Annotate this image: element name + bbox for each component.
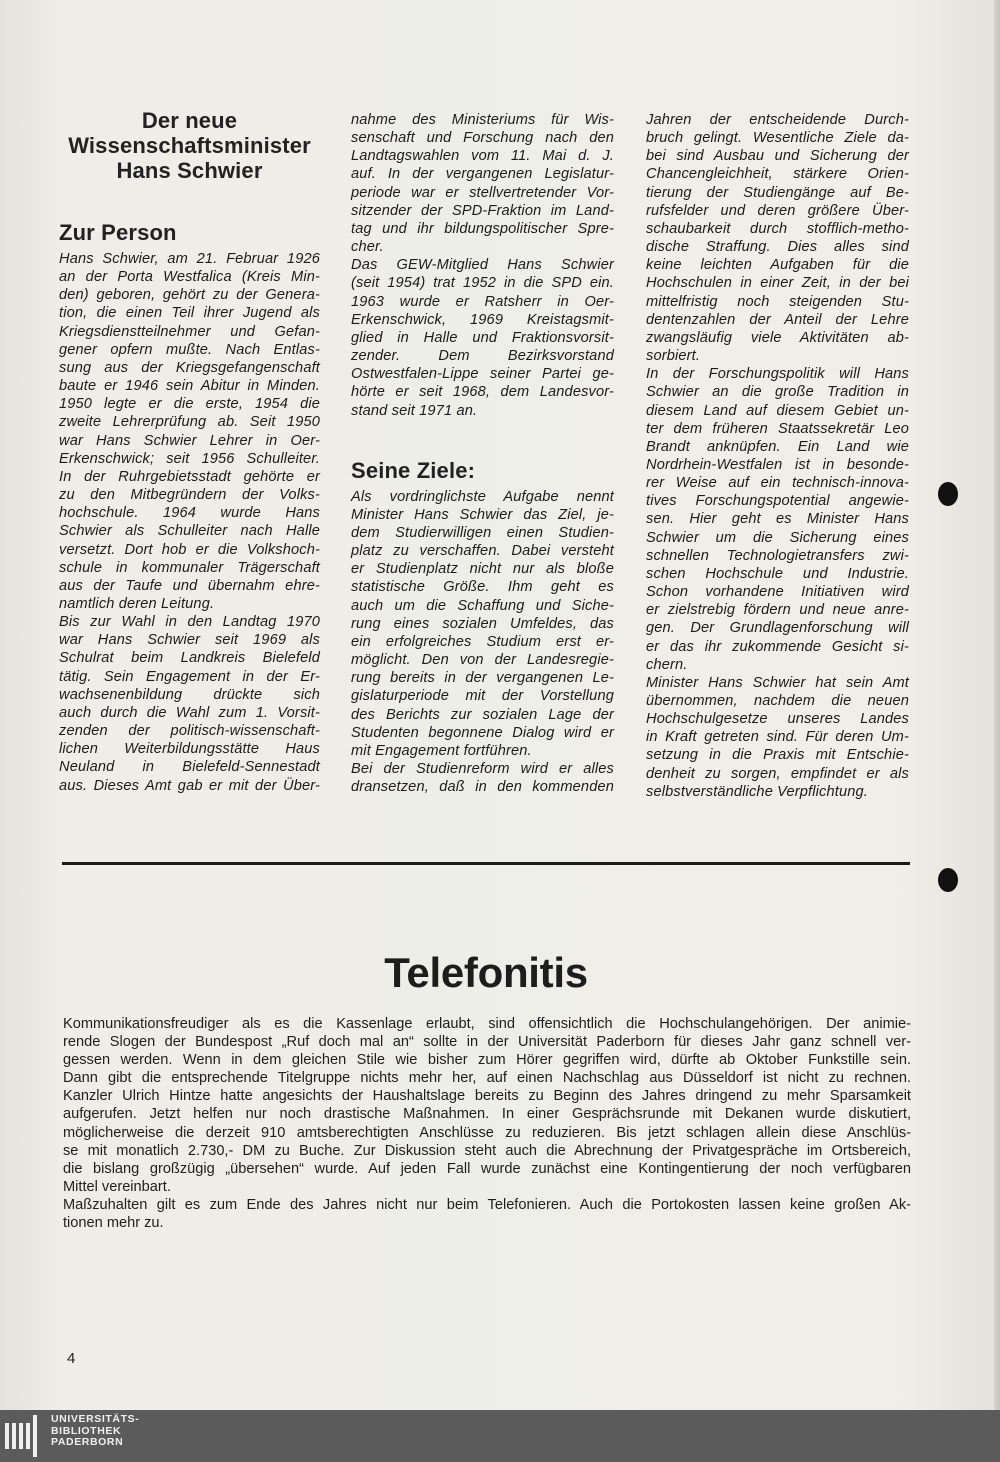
- text-line: selbstverständliche Verpflichtung.: [646, 783, 868, 800]
- text-line: Schwier an die große Tradition in: [646, 384, 909, 401]
- text-line: Erkenschwick; seit 1956 Schulleiter.: [59, 450, 320, 467]
- text-line: er zielstrebig fördern und neue anre-: [646, 602, 909, 619]
- text-line: gen. Der Grundlagenforschung will: [646, 620, 909, 637]
- text-line: sen. Hier geht es Minister Hans: [646, 511, 909, 528]
- punch-hole: [938, 868, 958, 892]
- text-line: dentenzahlen der Anteil der Lehre: [646, 311, 909, 328]
- library-name-line: BIBLIOTHEK: [51, 1424, 122, 1437]
- library-name-line: PADERBORN: [51, 1436, 124, 1448]
- text-line: hörte er seit 1968, dem Landesvor-: [351, 384, 614, 401]
- text-line: versetzt. Dort hob er die Volkshoch-: [59, 541, 320, 558]
- text-line: zweite Lehrerprüfung ab. Seit 1950: [59, 414, 320, 431]
- telefonitis-body: [63, 1015, 911, 1232]
- article-title-line: Hans Schwier: [116, 158, 263, 183]
- text-line: Schon vorhandene Initiativen wird: [646, 584, 909, 601]
- text-line: 1963 wurde er Ratsherr in Oer-: [351, 293, 614, 310]
- text-line: Minister Hans Schwier hat sein Amt: [646, 674, 909, 691]
- punch-hole: [938, 482, 958, 506]
- text-line: schaubarkeit durch stofflich-metho-: [646, 220, 909, 237]
- library-logo-icon: [5, 1415, 43, 1457]
- text-line: dem Studierwilligen einen Studien-: [351, 524, 614, 541]
- column-3: [646, 111, 909, 801]
- text-line: übernommen, nachdem die neuen: [646, 693, 909, 709]
- text-line: rung eines sozialen Umfeldes, das: [351, 615, 614, 632]
- text-line: diesem Land auf diesem Gebiet un-: [646, 402, 909, 419]
- text-line: sung aus der Kriegsgefangenschaft: [59, 359, 320, 376]
- text-line: tag und ihr bildungspolitischer Spre-: [351, 220, 614, 237]
- text-line: periode war er stellvertretender Vor-: [351, 184, 614, 201]
- text-line: Bis zur Wahl in den Landtag 1970: [59, 614, 320, 631]
- text-line: Hochschulgesetze unseres Landes: [646, 711, 909, 728]
- text-line: chern.: [646, 656, 688, 673]
- text-line: Kommunikationsfreudiger als es die Kassenlage erlaubt, sind offensichtlich die Hochschulangehörigen. Der animie-: [63, 1016, 911, 1032]
- column-2: [351, 111, 614, 796]
- text-line: stand seit 1971 an.: [351, 402, 478, 419]
- person-text: [59, 250, 320, 795]
- text-line: zu den Mitbegründern der Volks-: [59, 487, 320, 504]
- text-line: möglicherweise die derzeit 910 amtsberechtigten Anschlüsse zu reduzieren. Bis jetzt schlagen allein diese Anschlüs-: [63, 1124, 911, 1141]
- article-title-line: Wissenschaftsminister: [68, 133, 311, 158]
- text-line: rer Weise auf ein technisch-innova-: [646, 475, 909, 492]
- text-line: bruch gelingt. Wesentliche Ziele da-: [646, 130, 909, 147]
- text-line: möglicht. Den von der Landesregie-: [351, 652, 614, 669]
- text-line: Dann gibt die entsprechende Titelgruppe nichts mehr her, auf einen Nachschlag aus Düsseldorf ist nicht zu rechnen.: [63, 1070, 911, 1087]
- article-title-line: Der neue: [141, 108, 238, 133]
- text-line: 1950 legte er die erste, 1954 die: [59, 396, 320, 413]
- section-heading-goals: Seine Ziele:: [351, 457, 476, 483]
- text-line: Schwier um die Sicherung eines: [646, 529, 909, 546]
- text-line: auf. In der vergangenen Legislatur-: [351, 166, 614, 183]
- article-title: [59, 108, 320, 183]
- text-line: Schwier als Schulleiter nach Halle: [59, 523, 320, 540]
- text-line: Kanzler Ulrich Hintze hatte angesichts der Haushaltslage bereits zu Beginn des Jahres dringend zu mehr Sparsamkeit: [63, 1088, 911, 1105]
- text-line: namtlich deren Leitung.: [59, 595, 215, 612]
- text-line: zender. Dem Bezirksvorstand: [351, 348, 614, 365]
- text-line: ein erfolgreiches Studium erst er-: [351, 633, 614, 650]
- column-1: [59, 108, 320, 795]
- text-line: auch um die Schaffung und Siche-: [351, 597, 614, 614]
- text-line: rufsfelder und deren größere Über-: [646, 202, 909, 219]
- text-line: gessen werden. Wenn in dem gleichen Stile wie bisher zum Hörer gegriffen wird, dürfte ab Oktober Funkstille sein.: [63, 1052, 911, 1069]
- text-line: die bislang großzügig „übersehen“ wurde. Auf jeden Fall wurde zunächst eine Kontingentierung der noch verfügbaren: [63, 1160, 911, 1177]
- text-line: rung bereits in der vergangenen Le-: [351, 670, 614, 687]
- library-footer: [0, 1410, 1000, 1462]
- text-line: keine leichten Aufgaben für die: [646, 257, 909, 274]
- text-line: schen Hochschule und Industrie.: [646, 565, 909, 582]
- person-text-continued: [351, 111, 614, 420]
- text-line: war Hans Schwier Lehrer in Oer-: [59, 432, 320, 449]
- text-line: bei sind Ausbau und Sicherung der: [646, 148, 909, 165]
- text-line: ter dem früheren Staatssekretär Leo: [646, 420, 909, 437]
- text-line: gener opfern mußte. Nach Entlas-: [59, 341, 320, 358]
- page-number: 4: [67, 1350, 76, 1367]
- text-line: Bei der Studienreform wird er alles: [351, 761, 614, 777]
- text-line: denheit zu sorgen, empfindet er als: [646, 765, 909, 782]
- text-line: tion, die einen Teil ihrer Jugend als: [59, 305, 320, 322]
- text-line: (seit 1954) trat 1952 in die SPD ein.: [351, 275, 614, 292]
- text-line: Studenten begonnene Dialog wird er: [351, 724, 614, 741]
- text-line: in Kraft getreten sind. Für deren Um-: [646, 729, 909, 746]
- text-line: er das ihr zukommende Gesicht si-: [646, 638, 909, 655]
- text-line: des Berichts zur sozialen Lage der: [351, 706, 614, 723]
- text-line: zenden der politisch-wissenschaft-: [59, 723, 320, 740]
- text-line: zwangsläufig viele Aktivitäten ab-: [646, 329, 909, 346]
- text-line: dransetzen, daß in den kommenden: [351, 779, 614, 796]
- text-line: tionen mehr zu.: [63, 1215, 164, 1232]
- text-line: Als vordringlichste Aufgabe nennt: [351, 488, 614, 505]
- text-line: aufgerufen. Jetzt helfen nur noch drastische Maßnahmen. In einer Gesprächsrunde mit Dekanen wurde diskutiert,: [63, 1106, 911, 1123]
- text-line: gislaturperiode mit der Vorstellung: [351, 688, 614, 705]
- section-heading-person: Zur Person: [59, 220, 177, 245]
- text-line: Neuland in Bielefeld-Sennestadt: [59, 759, 320, 776]
- text-line: auch durch die Wahl zum 1. Vorsit-: [59, 704, 320, 721]
- text-line: sorbiert.: [646, 348, 701, 365]
- text-line: den) geboren, gehört zu der Genera-: [59, 287, 320, 304]
- text-line: glied in Halle und Fraktionsvorsit-: [351, 329, 614, 346]
- text-line: rende Slogen der Bundespost „Ruf doch mal an“ sollte in der Universität Paderborn für dieses Jahr ganz schnell ver-: [63, 1034, 911, 1051]
- library-name: [51, 1414, 139, 1449]
- text-line: tätig. Sein Engagement in der Er-: [59, 668, 320, 685]
- text-line: schule in kommunaler Trägerschaft: [59, 559, 320, 576]
- text-line: cher.: [351, 239, 384, 256]
- text-line: Chancengleichheit, stärkere Orien-: [646, 166, 909, 183]
- text-line: sitzender der SPD-Fraktion im Land-: [351, 202, 614, 219]
- text-line: senschaft und Forschung nach den: [351, 130, 614, 147]
- telefonitis-title: Telefonitis: [384, 949, 588, 996]
- goals-text-continued: [646, 111, 909, 801]
- text-line: Erkenschwick, 1969 Kreistagsmit-: [351, 311, 614, 328]
- text-line: Maßzuhalten gilt es zum Ende des Jahres nicht nur beim Telefonieren. Auch die Portokosten lassen keine großen Ak-: [63, 1196, 911, 1213]
- text-line: Kriegsdienstteilnehmer und Gefan-: [59, 323, 320, 340]
- text-line: an der Porta Westfalica (Kreis Min-: [59, 269, 320, 286]
- goals-text: [351, 488, 614, 797]
- text-line: Brandt anknüpfen. Ein Land wie: [646, 438, 909, 455]
- text-line: Schulrat beim Landkreis Bielefeld: [59, 650, 320, 667]
- text-line: se mit monatlich 2.730,- DM zu Buche. Zur Diskussion steht auch die Abrechnung der Privatgespräche im Ortsbereich,: [63, 1142, 911, 1159]
- text-line: In der Forschungspolitik will Hans: [646, 366, 909, 383]
- text-line: Landtagswahlen vom 11. Mai d. J.: [351, 148, 614, 165]
- text-line: statistische Größe. Ihm geht es: [351, 579, 614, 596]
- text-line: tives Forschungspotential angewie-: [646, 493, 909, 510]
- text-line: Hans Schwier, am 21. Februar 1926: [59, 251, 320, 267]
- text-line: Jahren der entscheidende Durch-: [646, 112, 909, 128]
- text-line: Nordrhein-Westfalen ist in besonde-: [646, 456, 909, 473]
- text-line: setzung in die Praxis mit Entschie-: [646, 747, 909, 764]
- text-line: tierung der Studiengänge auf Be-: [646, 184, 909, 201]
- text-line: mittelfristig noch steigenden Stu-: [646, 293, 909, 310]
- text-line: wachsenenbildung drückte sich: [59, 686, 320, 703]
- text-line: schnellen Technologietransfers zwi-: [646, 547, 909, 564]
- text-line: lichen Weiterbildungsstätte Haus: [59, 741, 320, 758]
- text-line: aus der Taufe und übernahm ehre-: [59, 577, 320, 594]
- library-name-line: UNIVERSITÄTS-: [51, 1413, 140, 1425]
- page-fold-shadow: [994, 0, 1000, 1462]
- section-divider: [62, 862, 910, 865]
- text-line: Ostwestfalen-Lippe seiner Partei ge-: [351, 366, 614, 383]
- text-line: Mittel vereinbart.: [63, 1178, 171, 1195]
- text-line: dische Straffung. Dies alles sind: [646, 239, 909, 256]
- text-line: Minister Hans Schwier das Ziel, je-: [351, 506, 614, 523]
- text-line: baute er 1946 sein Abitur in Minden.: [59, 378, 320, 395]
- text-line: nahme des Ministeriums für Wis-: [351, 112, 614, 128]
- text-line: platz zu verschaffen. Dabei versteht: [351, 543, 614, 560]
- text-line: er Studienplatz nicht nur als bloße: [351, 561, 614, 578]
- text-line: In der Ruhrgebietsstadt gehörte er: [59, 468, 320, 485]
- text-line: hochschule. 1964 wurde Hans: [59, 505, 320, 522]
- text-line: Hochschulen in einer Zeit, in der bei: [646, 275, 909, 292]
- text-line: mit Engagement fortführen.: [351, 742, 532, 759]
- text-line: aus. Dieses Amt gab er mit der Über-: [59, 777, 320, 794]
- text-line: war Hans Schwier seit 1969 als: [59, 632, 320, 649]
- text-line: Das GEW-Mitglied Hans Schwier: [351, 257, 614, 274]
